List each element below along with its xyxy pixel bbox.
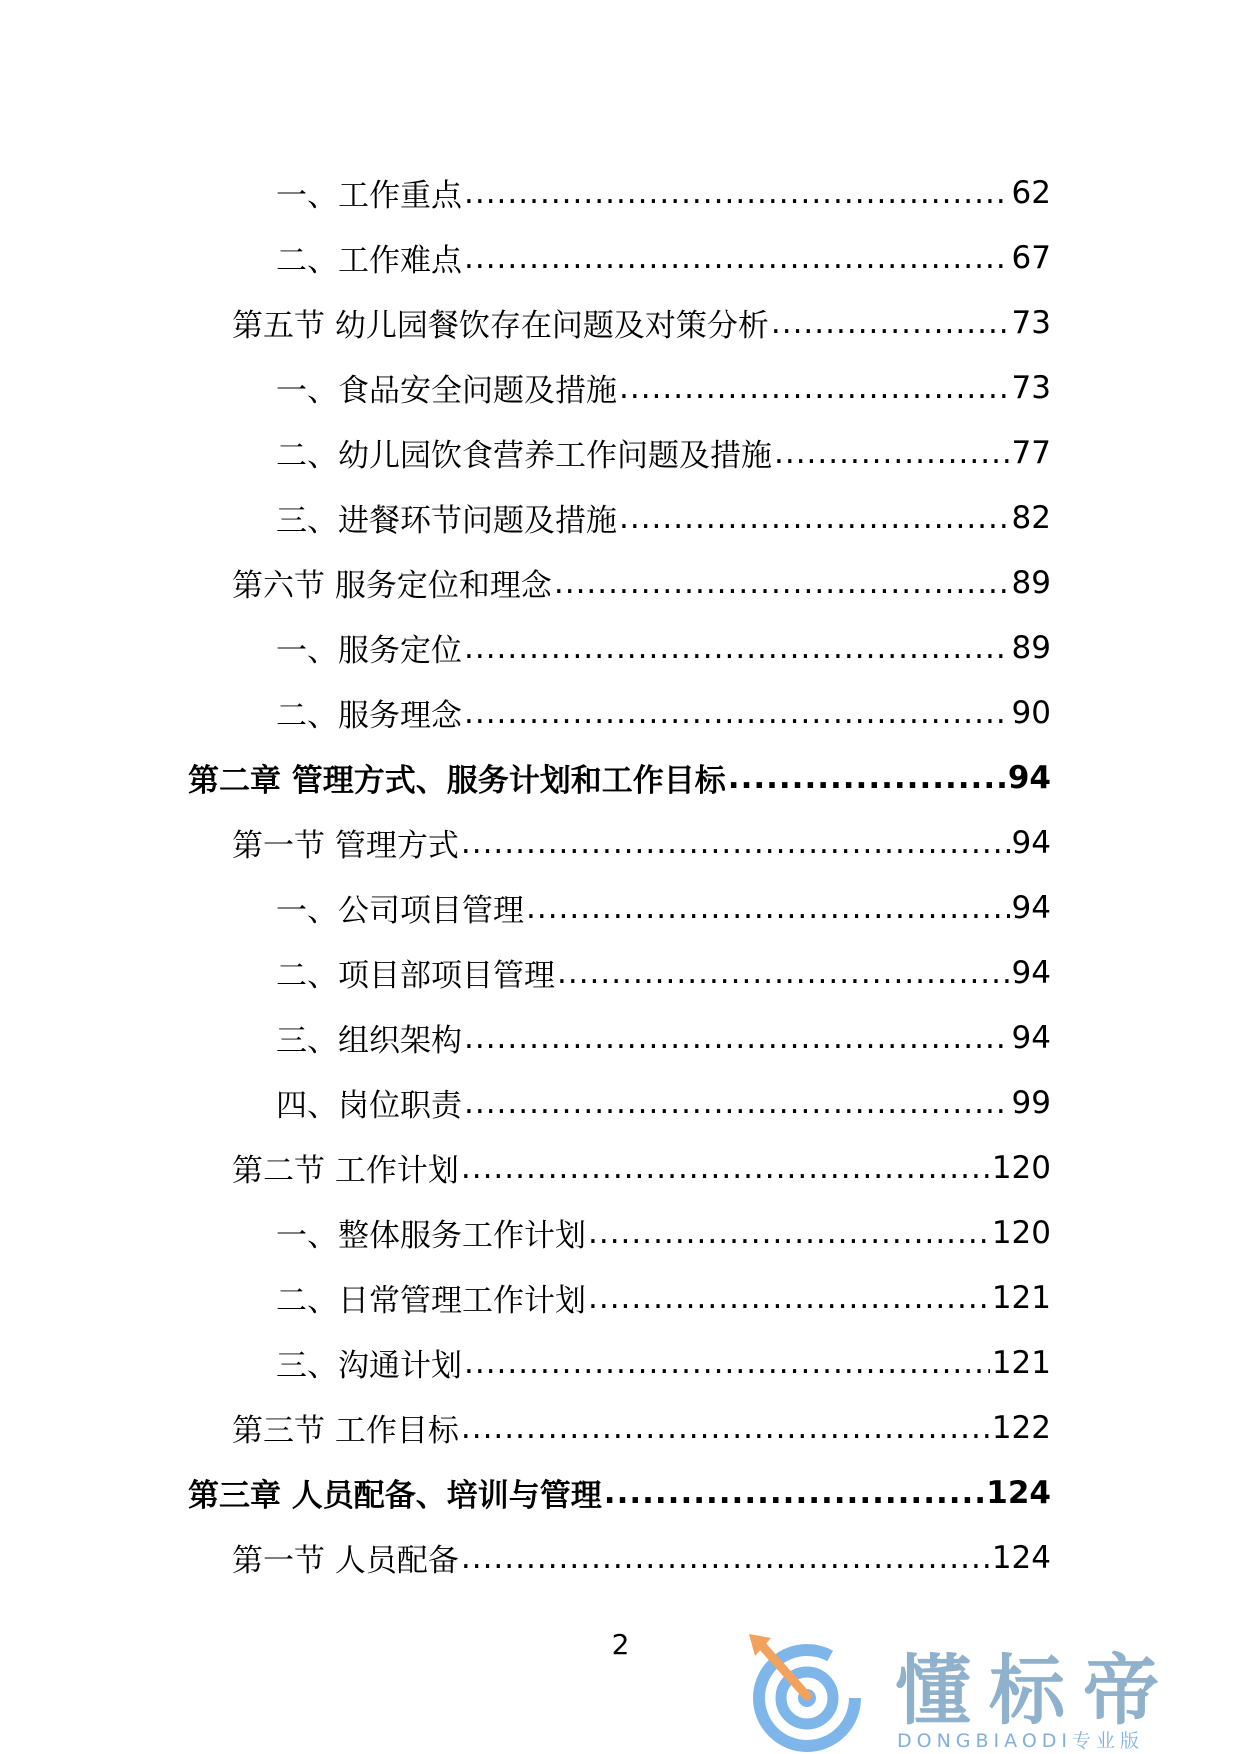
toc-leader [464,1020,1010,1056]
toc-leader [464,175,1010,211]
toc-page-number: 67 [1011,239,1051,276]
toc-entry-title: 第二章 管理方式、服务计划和工作目标 [188,763,726,799]
toc-entry-title: 一、食品安全问题及措施 [276,373,617,409]
toc-entry[interactable] [0,615,1241,680]
toc-page-number: 73 [1011,304,1051,341]
toc-page-number: 121 [991,1279,1051,1316]
toc-leader [464,630,1010,666]
toc-page-number: 89 [1011,564,1051,601]
toc-chapter-entry[interactable] [0,1460,1241,1525]
toc-entry-title: 第六节 服务定位和理念 [232,568,552,604]
toc-leader [619,500,1010,536]
toc-entry[interactable] [0,1005,1241,1070]
toc-entry-title: 第一节 人员配备 [232,1543,459,1579]
toc-leader [464,695,1010,731]
toc-page-number: 77 [1011,434,1051,471]
toc-entry-title: 一、服务定位 [276,633,462,669]
toc-entry-title: 二、项目部项目管理 [276,958,555,994]
toc-entry[interactable] [0,160,1241,225]
watermark-brand: 懂标帝 [895,1646,1177,1735]
toc-entry[interactable] [0,225,1241,290]
toc-page-number: 120 [991,1149,1051,1186]
toc-page-number: 94 [1011,1019,1051,1056]
toc-entry[interactable] [0,550,1241,615]
toc-leader [557,955,1010,991]
toc-page-number: 99 [1011,1084,1051,1121]
toc-entry-title: 第五节 幼儿园餐饮存在问题及对策分析 [232,308,769,344]
toc-entry-title: 四、岗位职责 [276,1088,462,1124]
toc-page-number: 124 [986,1474,1051,1511]
toc-page-number: 122 [991,1409,1051,1446]
toc-entry-title: 二、服务理念 [276,698,462,734]
toc-page-number: 124 [991,1539,1051,1576]
toc-leader [464,1345,990,1381]
toc-leader [461,825,1010,861]
toc-leader [588,1280,990,1316]
toc-entry[interactable] [0,1265,1241,1330]
toc-entry[interactable] [0,680,1241,745]
toc-leader [588,1215,990,1251]
toc-entry-title: 三、组织架构 [276,1023,462,1059]
toc-chapter-entry[interactable] [0,745,1241,810]
toc-entry[interactable] [0,355,1241,420]
toc-leader [771,305,1010,341]
toc-entry[interactable] [0,1525,1241,1590]
toc-page-number: 62 [1011,174,1051,211]
toc-leader [554,565,1010,601]
toc-entry-title: 二、日常管理工作计划 [276,1283,586,1319]
toc-entry-title: 一、整体服务工作计划 [276,1218,586,1254]
watermark-subtitle: DONGBIAODI专业版 [897,1730,1145,1752]
toc-entry[interactable] [0,1395,1241,1460]
toc-entry[interactable] [0,1330,1241,1395]
toc-entry-title: 第三章 人员配备、培训与管理 [188,1478,602,1514]
toc-entry-title: 一、工作重点 [276,178,462,214]
toc-entry[interactable] [0,485,1241,550]
toc-entry-title: 三、进餐环节问题及措施 [276,503,617,539]
toc-entry[interactable] [0,290,1241,355]
toc-page-number: 120 [991,1214,1051,1251]
toc-page-number: 94 [1007,759,1051,796]
toc-leader [464,240,1010,276]
toc-leader [461,1410,990,1446]
toc-entry[interactable] [0,875,1241,940]
toc-page-number: 90 [1011,694,1051,731]
toc-page-number: 94 [1011,824,1051,861]
toc-entry-title: 二、工作难点 [276,243,462,279]
toc-page-number: 73 [1011,369,1051,406]
toc-leader [526,890,1010,926]
page-number: 2 [611,1628,630,1661]
toc-entry-title: 第二节 工作计划 [232,1153,459,1189]
toc-entry-title: 二、幼儿园饮食营养工作问题及措施 [276,438,772,474]
toc-page-number: 89 [1011,629,1051,666]
toc-entry[interactable] [0,1135,1241,1200]
toc-leader [774,435,1010,471]
target-arrow-icon [745,1630,875,1754]
toc-page-number: 94 [1011,889,1051,926]
watermark [745,1630,1225,1750]
toc-page-number: 94 [1011,954,1051,991]
toc-leader [728,760,1006,796]
toc-entry-title: 一、公司项目管理 [276,893,524,929]
toc-entry[interactable] [0,420,1241,485]
toc-leader [461,1540,990,1576]
toc-leader [619,370,1010,406]
toc-leader [464,1085,1010,1121]
toc-page-number: 82 [1011,499,1051,536]
toc-entry-title: 第三节 工作目标 [232,1413,459,1449]
toc-entry-title: 三、沟通计划 [276,1348,462,1384]
toc-entry[interactable] [0,1070,1241,1135]
toc-entry[interactable] [0,940,1241,1005]
toc-entry-title: 第一节 管理方式 [232,828,459,864]
toc-entry[interactable] [0,810,1241,875]
table-of-contents [0,160,1241,1590]
toc-leader [461,1150,990,1186]
toc-page-number: 121 [991,1344,1051,1381]
toc-leader [604,1475,984,1511]
toc-entry[interactable] [0,1200,1241,1265]
